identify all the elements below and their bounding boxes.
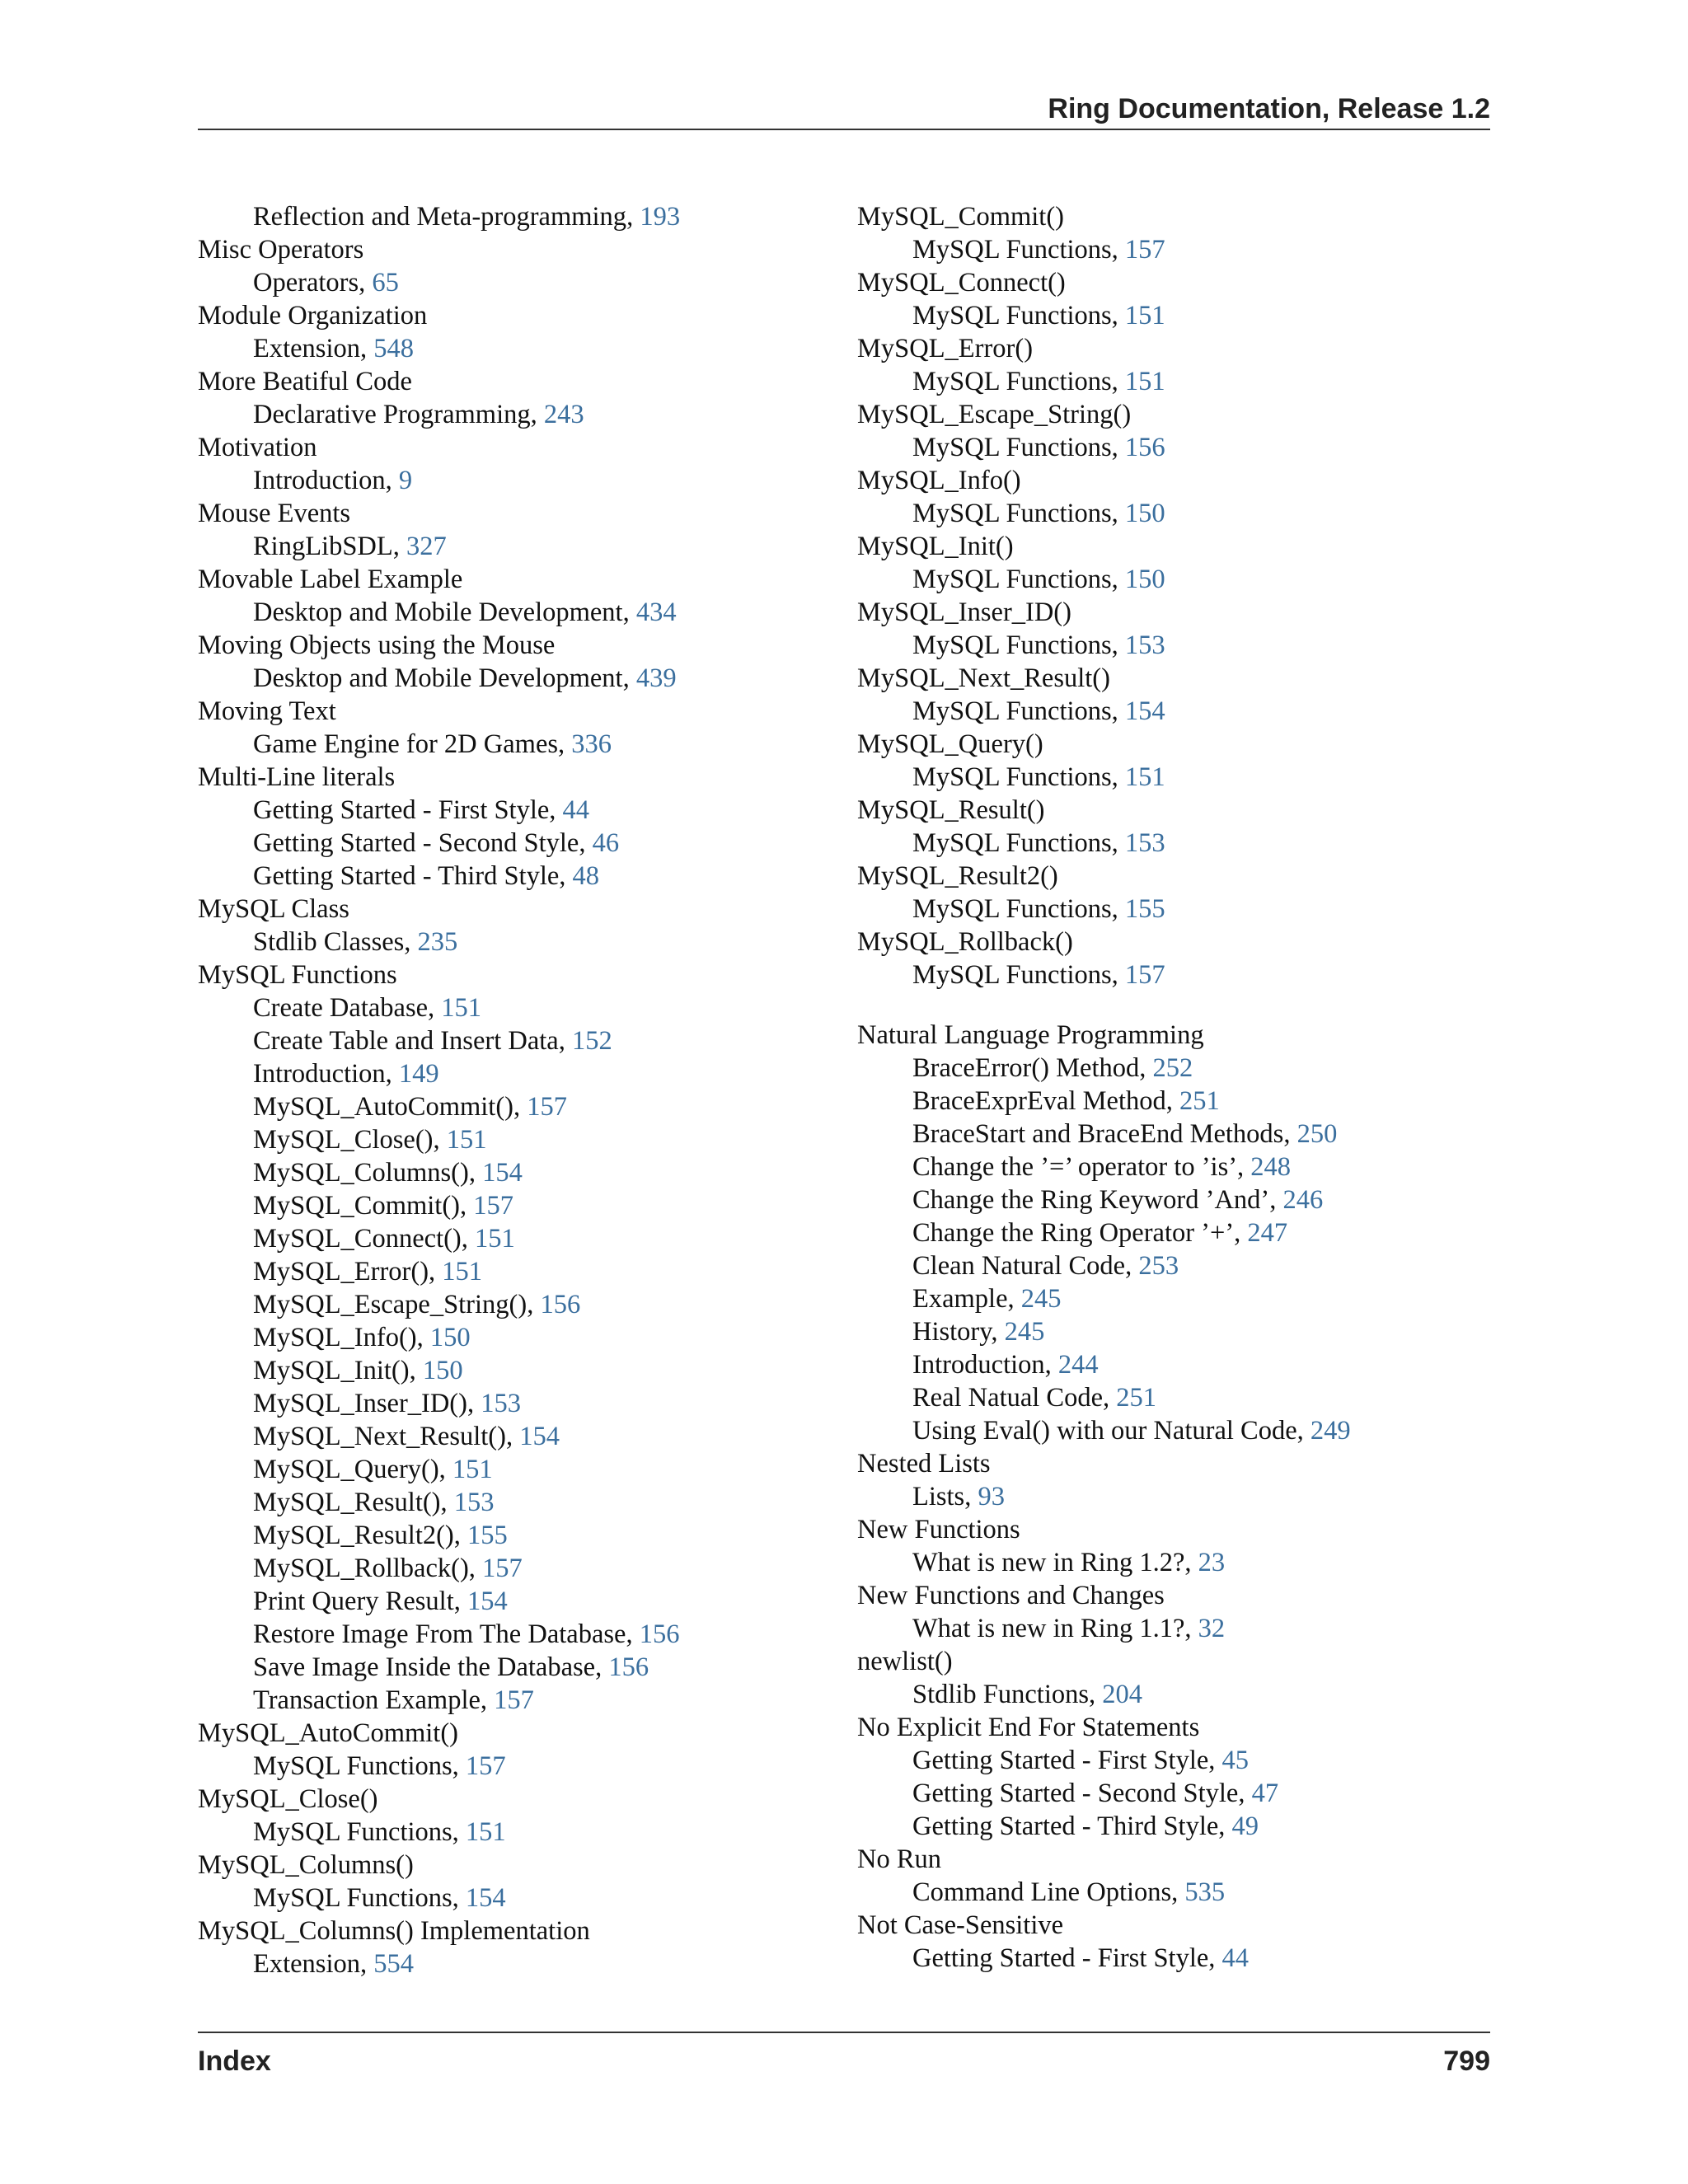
subentry-text: Introduction <box>253 1059 386 1089</box>
index-subentry: MySQL Functions, 151 <box>912 367 1165 396</box>
subentry-text: MySQL_Info() <box>253 1323 417 1352</box>
page-number-link[interactable]: 65 <box>372 268 399 298</box>
page-number-link[interactable]: 151 <box>442 1257 483 1286</box>
subentry-text: MySQL Functions <box>912 367 1112 396</box>
index-entry <box>198 1849 824 1915</box>
index-entry <box>198 958 824 1717</box>
index-subentry: MySQL Functions, 157 <box>912 235 1165 265</box>
page-number-link[interactable]: 153 <box>1124 630 1165 660</box>
index-entry <box>198 365 824 431</box>
index-subentry: MySQL Functions, 150 <box>912 499 1165 528</box>
index-term: MySQL_Escape_String() <box>857 400 1132 429</box>
index-term: MySQL_Init() <box>857 532 1014 561</box>
index-entry <box>857 266 1490 332</box>
subentry-text: MySQL Functions <box>912 696 1112 726</box>
page-number-link[interactable]: 155 <box>1124 894 1165 924</box>
index-subentry: MySQL_Result2(), 155 <box>253 1521 508 1550</box>
subentry-text: Getting Started - Third Style <box>253 861 560 891</box>
index-column-right <box>857 200 1490 1975</box>
page-number-link[interactable]: 151 <box>452 1455 493 1484</box>
subentry-text: MySQL_Commit() <box>253 1191 460 1221</box>
page-number-link[interactable]: 535 <box>1184 1877 1226 1907</box>
page-number-link[interactable]: 235 <box>417 927 458 957</box>
page-header <box>198 92 1490 130</box>
index-subentry: MySQL Functions, 155 <box>912 894 1165 924</box>
index-entry <box>857 1909 1490 1975</box>
page-number-link[interactable]: 439 <box>635 663 677 693</box>
index-term: MySQL_Inser_ID() <box>857 598 1071 627</box>
subentry-text: Stdlib Functions <box>912 1680 1089 1709</box>
subentry-text: MySQL_Error() <box>253 1257 429 1286</box>
index-subentry: MySQL_AutoCommit(), 157 <box>253 1092 567 1122</box>
subentry-text: Example <box>912 1284 1008 1314</box>
page-number-link[interactable]: 150 <box>1124 565 1165 594</box>
subentry-text: History <box>912 1317 992 1347</box>
page-number-link[interactable]: 245 <box>1020 1284 1062 1314</box>
index-subentry: MySQL Functions, 157 <box>912 960 1165 990</box>
index-term: Natural Language Programming <box>857 1020 1204 1050</box>
index-subentry: Getting Started - First Style, 44 <box>253 795 590 825</box>
page-number-link[interactable]: 154 <box>482 1158 523 1188</box>
index-entry <box>198 1783 824 1849</box>
page-number-link[interactable]: 434 <box>635 598 677 627</box>
index-subentry: Change the Ring Operator ’+’, 247 <box>912 1218 1288 1248</box>
subentry-text: Getting Started - First Style <box>912 1746 1209 1775</box>
index-entry <box>198 563 824 629</box>
page-number-link[interactable]: 46 <box>592 828 620 858</box>
index-subentry: Restore Image From The Database, 156 <box>253 1619 680 1649</box>
index-subentry: MySQL_Error(), 151 <box>253 1257 483 1286</box>
index-subentry: Introduction, 9 <box>253 466 413 495</box>
page-number-link[interactable]: 244 <box>1057 1350 1099 1380</box>
index-entry <box>198 1915 824 1980</box>
subentry-text: Change the Ring Keyword ’And’ <box>912 1185 1270 1215</box>
page-number-link[interactable]: 157 <box>494 1685 534 1715</box>
index-subentry: MySQL_Escape_String(), 156 <box>253 1290 581 1319</box>
page-number-link[interactable]: 253 <box>1138 1251 1179 1281</box>
page-number-link[interactable]: 93 <box>978 1482 1005 1511</box>
page-number-link[interactable]: 151 <box>1124 367 1165 396</box>
index-term: Module Organization <box>198 301 428 330</box>
footer-page-number: 799 <box>1443 2046 1490 2077</box>
index-subentry: MySQL_Next_Result(), 154 <box>253 1422 560 1451</box>
page-number-link[interactable]: 157 <box>473 1191 513 1221</box>
page-number-link[interactable]: 49 <box>1231 1811 1259 1841</box>
subentry-text: Getting Started - Second Style <box>253 828 579 858</box>
index-term: Moving Objects using the Mouse <box>198 630 556 660</box>
subentry-text: Change the Ring Operator ’+’ <box>912 1218 1235 1248</box>
index-subentry: Reflection and Meta-programming, 193 <box>253 202 681 232</box>
subentry-text: Getting Started - First Style <box>912 1943 1209 1973</box>
index-entry <box>198 629 824 695</box>
subentry-text: MySQL Functions <box>912 235 1112 265</box>
index-subentry: MySQL Functions, 151 <box>912 301 1165 330</box>
index-term: No Run <box>857 1844 942 1874</box>
index-subentry: Example, 245 <box>912 1284 1062 1314</box>
page-number-link[interactable]: 151 <box>1124 762 1165 792</box>
index-subentry: MySQL_Result(), 153 <box>253 1488 495 1517</box>
page-number-link[interactable]: 153 <box>453 1488 495 1517</box>
index-subentry: History, 245 <box>912 1317 1045 1347</box>
index-subentry: Extension, 548 <box>253 334 414 363</box>
index-subentry: Clean Natural Code, 253 <box>912 1251 1179 1281</box>
subentry-text: Lists <box>912 1482 965 1511</box>
page-number-link[interactable]: 157 <box>1124 960 1165 990</box>
page-number-link[interactable]: 44 <box>1221 1943 1250 1973</box>
index-term: More Beatiful Code <box>198 367 412 396</box>
subentry-text: Desktop and Mobile Development <box>253 663 623 693</box>
subentry-text: Introduction <box>912 1350 1045 1380</box>
index-entry <box>198 1717 824 1783</box>
index-subentry: MySQL Functions, 156 <box>912 433 1165 462</box>
subentry-text: MySQL Functions <box>912 828 1112 858</box>
page-number-link[interactable]: 251 <box>1116 1383 1157 1413</box>
page-number-link[interactable]: 554 <box>373 1949 414 1979</box>
subentry-text: BraceError() Method <box>912 1053 1140 1083</box>
index-term: MySQL_Columns() Implementation <box>198 1916 590 1946</box>
index-term: MySQL_Result() <box>857 795 1045 825</box>
page-number-link[interactable]: 252 <box>1152 1053 1193 1083</box>
index-term: MySQL Functions <box>198 960 397 990</box>
subentry-text: MySQL_Init() <box>253 1356 410 1385</box>
subentry-text: MySQL_Rollback() <box>253 1554 469 1583</box>
page-number-link[interactable]: 157 <box>482 1554 523 1583</box>
page-number-link[interactable]: 154 <box>1124 696 1165 726</box>
subentry-text: Using Eval() with our Natural Code <box>912 1416 1297 1446</box>
page-number-link[interactable]: 151 <box>465 1817 506 1847</box>
index-subentry: Getting Started - Third Style, 48 <box>253 861 600 891</box>
subentry-text: What is new in Ring 1.1? <box>912 1614 1185 1643</box>
subentry-text: MySQL_Next_Result() <box>253 1422 506 1451</box>
page-number-link[interactable]: 156 <box>639 1619 680 1649</box>
index-subentry: MySQL Functions, 153 <box>912 828 1165 858</box>
page-number-link[interactable]: 156 <box>540 1290 581 1319</box>
index-entry <box>198 299 824 365</box>
index-entry <box>198 431 824 497</box>
index-entry <box>857 596 1490 662</box>
subentry-text: Transaction Example <box>253 1685 481 1715</box>
index-subentry: Lists, 93 <box>912 1482 1005 1511</box>
index-term: MySQL_AutoCommit() <box>198 1718 458 1748</box>
index-subentry: Extension, 554 <box>253 1949 414 1979</box>
page-number-link[interactable]: 247 <box>1247 1218 1288 1248</box>
index-entry <box>857 728 1490 794</box>
page-number-link[interactable]: 150 <box>422 1356 463 1385</box>
index-subentry: MySQL_Close(), 151 <box>253 1125 487 1155</box>
index-entry <box>857 200 1490 266</box>
page-number-link[interactable]: 32 <box>1198 1614 1226 1643</box>
subentry-text: MySQL_Columns() <box>253 1158 469 1188</box>
subentry-text: Game Engine for 2D Games <box>253 729 559 759</box>
subentry-text: MySQL_Close() <box>253 1125 434 1155</box>
subentry-text: MySQL Functions <box>253 1817 452 1847</box>
subentry-text: Clean Natural Code <box>912 1251 1126 1281</box>
index-term: Multi-Line literals <box>198 762 396 792</box>
index-entry <box>857 1843 1490 1909</box>
index-term: MySQL Class <box>198 894 349 924</box>
index-term: MySQL_Result2() <box>857 861 1058 891</box>
index-term: New Functions <box>857 1515 1020 1544</box>
index-subentry: Using Eval() with our Natural Code, 249 <box>912 1416 1351 1446</box>
page-number-link[interactable]: 157 <box>465 1751 506 1781</box>
subentry-text: MySQL_Result() <box>253 1488 441 1517</box>
subentry-text: Save Image Inside the Database <box>253 1652 596 1682</box>
footer-section-label: Index <box>198 2046 271 2077</box>
page-number-link[interactable]: 44 <box>562 795 590 825</box>
subentry-text: BraceStart and BraceEnd Methods <box>912 1119 1284 1149</box>
index-subentry: Command Line Options, 535 <box>912 1877 1226 1907</box>
page-number-link[interactable]: 149 <box>398 1059 439 1089</box>
page-number-link[interactable]: 153 <box>481 1389 521 1418</box>
index-subentry: What is new in Ring 1.2?, 23 <box>912 1548 1226 1577</box>
subentry-text: MySQL Functions <box>912 762 1112 792</box>
page-number-link[interactable]: 154 <box>465 1883 506 1913</box>
index-entry <box>857 1513 1490 1579</box>
page-number-link[interactable]: 157 <box>527 1092 567 1122</box>
index-subentry: Desktop and Mobile Development, 434 <box>253 598 677 627</box>
index-subentry: MySQL_Init(), 150 <box>253 1356 463 1385</box>
index-subentry: MySQL Functions, 154 <box>912 696 1165 726</box>
index-term: MySQL_Query() <box>857 729 1043 759</box>
index-subentry: Getting Started - Second Style, 46 <box>253 828 620 858</box>
index-subentry: MySQL Functions, 151 <box>912 762 1165 792</box>
index-term: newlist() <box>857 1647 953 1676</box>
page-number-link[interactable]: 151 <box>1124 301 1165 330</box>
page-number-link[interactable]: 45 <box>1221 1746 1250 1775</box>
index-subentry: Change the Ring Keyword ’And’, 246 <box>912 1185 1324 1215</box>
index-entry <box>857 860 1490 926</box>
index-term: MySQL_Close() <box>198 1784 378 1814</box>
subentry-text: MySQL_Escape_String() <box>253 1290 528 1319</box>
index-entry <box>857 1645 1490 1711</box>
index-subentry: What is new in Ring 1.1?, 32 <box>912 1614 1226 1643</box>
index-entry <box>198 695 824 761</box>
subentry-text: Extension <box>253 334 360 363</box>
index-term: Movable Label Example <box>198 565 463 594</box>
page-number-link[interactable]: 548 <box>373 334 414 363</box>
subentry-text: Getting Started - Third Style <box>912 1811 1219 1841</box>
index-entry <box>198 893 824 958</box>
page-number-link[interactable]: 327 <box>406 532 447 561</box>
subentry-text: Print Query Result <box>253 1586 454 1616</box>
index-subentry: MySQL Functions, 154 <box>253 1883 506 1913</box>
page-number-link[interactable]: 336 <box>571 729 612 759</box>
subentry-text: Stdlib Classes <box>253 927 405 957</box>
subentry-text: MySQL Functions <box>912 433 1112 462</box>
page-number-link[interactable]: 150 <box>429 1323 471 1352</box>
subentry-text: MySQL Functions <box>912 565 1112 594</box>
index-term: Motivation <box>198 433 317 462</box>
index-entry <box>857 464 1490 530</box>
index-subentry: MySQL Functions, 150 <box>912 565 1165 594</box>
index-term: MySQL_Commit() <box>857 202 1064 232</box>
index-subentry: Introduction, 244 <box>912 1350 1099 1380</box>
page-number-link[interactable]: 152 <box>571 1026 612 1056</box>
page-number-link[interactable]: 150 <box>1124 499 1165 528</box>
page-number-link[interactable]: 193 <box>640 202 681 232</box>
subentry-text: Create Database <box>253 993 429 1023</box>
index-subentry: Change the ’=’ operator to ’is’, 248 <box>912 1152 1292 1182</box>
subentry-text: Extension <box>253 1949 360 1979</box>
page-number-link[interactable]: 246 <box>1282 1185 1324 1215</box>
index-term: Nested Lists <box>857 1449 991 1479</box>
index-term: No Explicit End For Statements <box>857 1713 1200 1742</box>
page-number-link[interactable]: 155 <box>467 1521 508 1550</box>
index-subentry: Save Image Inside the Database, 156 <box>253 1652 649 1682</box>
page-number-link[interactable]: 48 <box>572 861 600 891</box>
index-subentry: RingLibSDL, 327 <box>253 532 447 561</box>
index-subentry: Getting Started - First Style, 45 <box>912 1746 1250 1775</box>
index-subentry: Real Natual Code, 251 <box>912 1383 1157 1413</box>
index-subentry: Print Query Result, 154 <box>253 1586 508 1616</box>
index-subentry: Introduction, 149 <box>253 1059 439 1089</box>
index-subentry: MySQL_Columns(), 154 <box>253 1158 523 1188</box>
index-subentry: Getting Started - Third Style, 49 <box>912 1811 1259 1841</box>
page-number-link[interactable]: 243 <box>543 400 584 429</box>
index-entry <box>857 662 1490 728</box>
index-term: MySQL_Info() <box>857 466 1021 495</box>
page-number-link[interactable]: 151 <box>446 1125 487 1155</box>
index-subentry: MySQL_Connect(), 151 <box>253 1224 515 1254</box>
page-number-link[interactable]: 9 <box>398 466 413 495</box>
index-entry <box>198 233 824 299</box>
index-subentry: MySQL Functions, 153 <box>912 630 1165 660</box>
subentry-text: MySQL_Result2() <box>253 1521 454 1550</box>
page-number-link[interactable]: 157 <box>1124 235 1165 265</box>
index-entry <box>857 1579 1490 1645</box>
index-term: MySQL_Rollback() <box>857 927 1073 957</box>
document-title: Ring Documentation, Release 1.2 <box>1048 93 1490 124</box>
subentry-text: Real Natual Code <box>912 1383 1104 1413</box>
subentry-text: Change the ’=’ operator to ’is’ <box>912 1152 1238 1182</box>
page-number-link[interactable]: 151 <box>475 1224 515 1254</box>
page-number-link[interactable]: 156 <box>608 1652 649 1682</box>
index-subentry: BraceError() Method, 252 <box>912 1053 1193 1083</box>
subentry-text: MySQL Functions <box>912 894 1112 924</box>
page-number-link[interactable]: 153 <box>1124 828 1165 858</box>
subentry-text: MySQL Functions <box>253 1883 452 1913</box>
index-subentry: Game Engine for 2D Games, 336 <box>253 729 612 759</box>
subentry-text: MySQL Functions <box>253 1751 452 1781</box>
page-number-link[interactable]: 156 <box>1124 433 1165 462</box>
subentry-text: Desktop and Mobile Development <box>253 598 623 627</box>
subentry-text: Getting Started - First Style <box>253 795 550 825</box>
index-subentry: Transaction Example, 157 <box>253 1685 534 1715</box>
subentry-text: BraceExprEval Method <box>912 1086 1166 1116</box>
index-subentry: MySQL Functions, 151 <box>253 1817 506 1847</box>
page-footer <box>198 2032 1490 2081</box>
index-subentry: MySQL_Commit(), 157 <box>253 1191 513 1221</box>
subentry-text: Create Table and Insert Data <box>253 1026 559 1056</box>
index-subentry: Create Database, 151 <box>253 993 482 1023</box>
page-number-link[interactable]: 248 <box>1250 1152 1292 1182</box>
index-subentry: Desktop and Mobile Development, 439 <box>253 663 677 693</box>
page-number-link[interactable]: 151 <box>441 993 482 1023</box>
index-term: MySQL_Next_Result() <box>857 663 1110 693</box>
subentry-text: Getting Started - Second Style <box>912 1779 1239 1808</box>
subentry-text: Declarative Programming <box>253 400 531 429</box>
subentry-text: MySQL_Inser_ID() <box>253 1389 467 1418</box>
index-term: Misc Operators <box>198 235 364 265</box>
index-entry <box>857 398 1490 464</box>
index-entry <box>857 530 1490 596</box>
page-number-link[interactable]: 249 <box>1310 1416 1351 1446</box>
subentry-text: MySQL Functions <box>912 301 1112 330</box>
subentry-text: Reflection and Meta-programming <box>253 202 627 232</box>
index-subentry: BraceExprEval Method, 251 <box>912 1086 1220 1116</box>
index-term: Mouse Events <box>198 499 351 528</box>
index-subentry: MySQL_Info(), 150 <box>253 1323 471 1352</box>
index-term: Not Case-Sensitive <box>857 1910 1064 1940</box>
index-entry <box>857 1019 1490 1447</box>
index-subentry: MySQL_Rollback(), 157 <box>253 1554 523 1583</box>
index-subentry: Declarative Programming, 243 <box>253 400 584 429</box>
subentry-text: MySQL_Connect() <box>253 1224 462 1254</box>
index-term: MySQL_Error() <box>857 334 1034 363</box>
subentry-text: RingLibSDL <box>253 532 393 561</box>
page-number-link[interactable]: 154 <box>467 1586 508 1616</box>
subentry-text: MySQL_Query() <box>253 1455 439 1484</box>
index-subentry: MySQL Functions, 157 <box>253 1751 506 1781</box>
index-entry <box>857 794 1490 860</box>
index-term: MySQL_Connect() <box>857 268 1066 298</box>
index-term: MySQL_Columns() <box>198 1850 414 1880</box>
index-subentry: Operators, 65 <box>253 268 399 298</box>
subentry-text: Command Line Options <box>912 1877 1172 1907</box>
index-subentry: Stdlib Functions, 204 <box>912 1680 1142 1709</box>
index-subentry: Create Table and Insert Data, 152 <box>253 1026 612 1056</box>
subentry-text: Restore Image From The Database <box>253 1619 626 1649</box>
index-entry <box>198 497 824 563</box>
subentry-text: What is new in Ring 1.2? <box>912 1548 1185 1577</box>
subentry-text: MySQL Functions <box>912 630 1112 660</box>
index-entry <box>198 200 824 233</box>
index-term: Moving Text <box>198 696 336 726</box>
page-number-link[interactable]: 250 <box>1296 1119 1338 1149</box>
index-subentry: MySQL_Query(), 151 <box>253 1455 493 1484</box>
page-number-link[interactable]: 251 <box>1179 1086 1220 1116</box>
index-entry <box>857 1447 1490 1513</box>
index-subentry: MySQL_Inser_ID(), 153 <box>253 1389 521 1418</box>
index-term: New Functions and Changes <box>857 1581 1165 1610</box>
subentry-text: Introduction <box>253 466 386 495</box>
page-number-link[interactable]: 245 <box>1004 1317 1045 1347</box>
subentry-text: MySQL Functions <box>912 960 1112 990</box>
index-subentry: Stdlib Classes, 235 <box>253 927 458 957</box>
index-subentry: BraceStart and BraceEnd Methods, 250 <box>912 1119 1338 1149</box>
index-entry <box>857 332 1490 398</box>
page-number-link[interactable]: 47 <box>1251 1779 1279 1808</box>
subentry-text: MySQL_AutoCommit() <box>253 1092 513 1122</box>
index-subentry: Getting Started - Second Style, 47 <box>912 1779 1279 1808</box>
index-column-left <box>198 200 824 1980</box>
page-number-link[interactable]: 23 <box>1198 1548 1226 1577</box>
page-number-link[interactable]: 154 <box>519 1422 560 1451</box>
subentry-text: Operators <box>253 268 359 298</box>
index-entry <box>857 1711 1490 1843</box>
index-subentry: Getting Started - First Style, 44 <box>912 1943 1250 1973</box>
index-entry <box>857 926 1490 991</box>
subentry-text: MySQL Functions <box>912 499 1112 528</box>
index-entry <box>198 761 824 893</box>
page-number-link[interactable]: 204 <box>1102 1680 1142 1709</box>
